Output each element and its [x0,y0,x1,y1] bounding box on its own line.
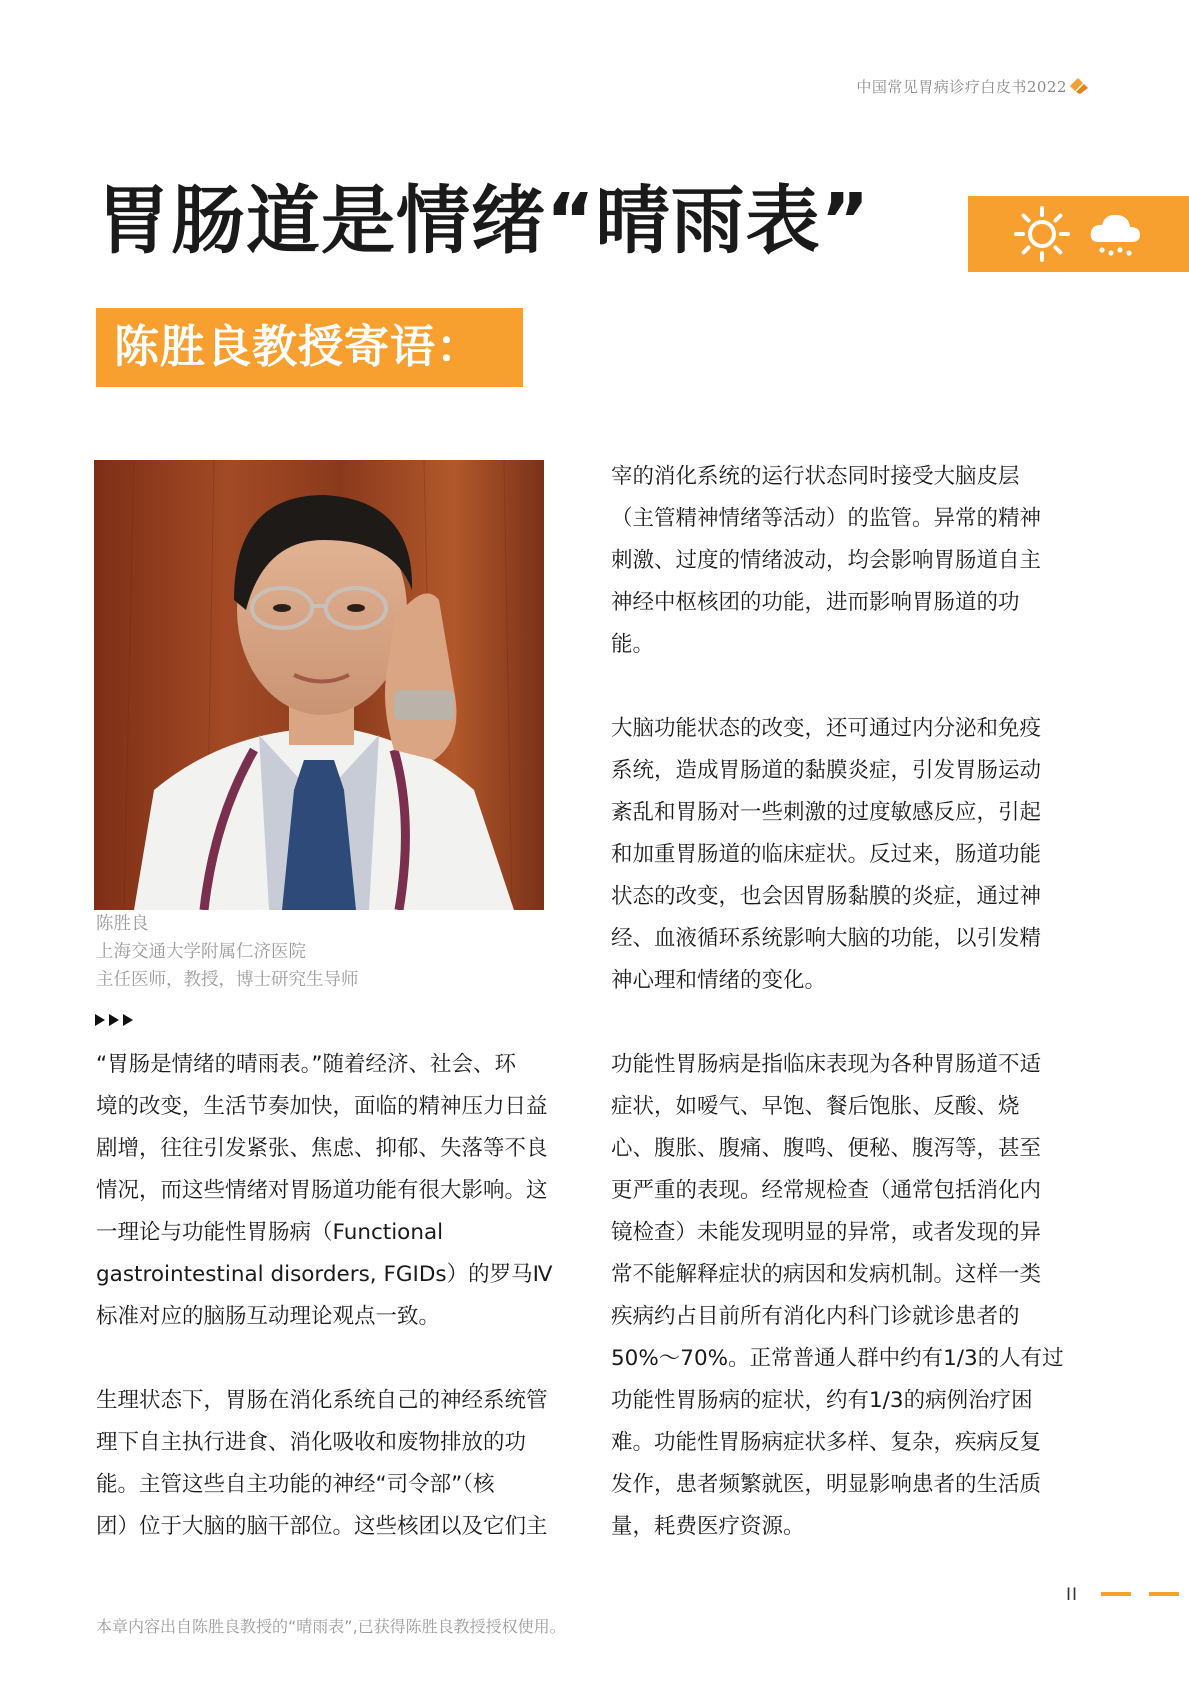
text-line: 紊乱和胃肠对一些刺激的过度敏感反应，引起 [611,800,1042,825]
caption-title: 主任医师，教授，博士研究生导师 [96,970,359,990]
text-line: 状态的改变，也会因胃肠黏膜的炎症，通过神 [611,884,1042,909]
text-line: 更严重的表现。经常规检查（通常包括消化内 [611,1178,1042,1203]
triple-arrow-icon [95,1013,135,1027]
text-line: gastrointestinal disorders, FGIDs）的罗马Ⅳ [96,1262,553,1287]
text-line: 心、腹胀、腹痛、腹鸣、便秘、腹泻等，甚至 [611,1136,1042,1161]
text-line: 难。功能性胃肠病症状多样、复杂，疾病反复 [611,1430,1042,1455]
caption-hospital: 上海交通大学附属仁济医院 [96,942,306,962]
page-number: II [1066,1585,1079,1605]
rain-cloud-icon [1085,204,1145,264]
paragraph [96,1380,571,1548]
portrait-photo [94,460,544,910]
text-line: 一理论与功能性胃肠病（Functional [96,1220,444,1245]
page-dash [1149,1592,1179,1596]
text-line: 境的改变，生活节奏加快，面临的精神压力日益 [96,1094,548,1119]
text-line: 刺激、过度的情绪波动，均会影响胃肠道自主 [611,548,1042,573]
text-line: 疾病约占目前所有消化内科门诊就诊患者的 [611,1304,1020,1329]
document-header-title: 中国常见胃病诊疗白皮书2022 [856,78,1067,96]
text-line: “胃肠是情绪的晴雨表。”随着经济、社会、环 [96,1052,517,1077]
text-line: 经、血液循环系统影响大脑的功能，以引发精 [611,926,1042,951]
right-column [611,456,1086,1548]
text-line: 系统，造成胃肠道的黏膜炎症，引发胃肠运动 [611,758,1042,783]
paragraph [96,1044,571,1338]
text-line: 50%～70%。正常普通人群中约有1/3的人有过 [611,1346,1064,1371]
text-line: 能。 [611,632,655,657]
text-line: 情况，而这些情绪对胃肠道功能有很大影响。这 [96,1178,548,1203]
text-line: 宰的消化系统的运行状态同时接受大脑皮层 [611,464,1020,489]
paragraph [611,456,1086,666]
text-line: 理下自主执行进食、消化吸收和废物排放的功 [96,1430,527,1455]
text-line: 功能性胃肠病的症状，约有1/3的病例治疗困 [611,1388,1033,1413]
left-column [96,1044,571,1548]
subtitle-band [96,308,523,387]
caption-name: 陈胜良 [96,914,149,934]
text-line: 镜检查）未能发现明显的异常，或者发现的异 [611,1220,1042,1245]
orange-chevron-icon [1070,78,1088,94]
text-line: 和加重胃肠道的临床症状。反过来，肠道功能 [611,842,1042,867]
text-line: 量，耗费医疗资源。 [611,1514,805,1539]
weather-icon-box [968,196,1189,272]
footnote: 本章内容出自陈胜良教授的“晴雨表”,已获得陈胜良教授授权使用。 [96,1617,566,1636]
text-line: 能。主管这些自主功能的神经“司令部”（核 [96,1472,495,1497]
text-line: 大脑功能状态的改变，还可通过内分泌和免疫 [611,716,1042,741]
text-line: 功能性胃肠病是指临床表现为各种胃肠道不适 [611,1052,1042,1077]
text-line: 生理状态下，胃肠在消化系统自己的神经系统管 [96,1388,548,1413]
text-line: 神心理和情绪的变化。 [611,968,827,993]
text-line: 标准对应的脑肠互动理论观点一致。 [96,1304,441,1329]
page-title: 胃肠道是情绪“晴雨表” [96,178,871,264]
sun-icon [1012,204,1072,264]
text-line: 症状，如嗳气、早饱、餐后饱胀、反酸、烧 [611,1094,1020,1119]
paragraph [611,1044,1086,1548]
text-line: 剧增，往往引发紧张、焦虑、抑郁、失落等不良 [96,1136,548,1161]
subtitle: 陈胜良教授寄语： [114,320,483,373]
text-line: 神经中枢核团的功能，进而影响胃肠道的功 [611,590,1020,615]
text-line: 发作，患者频繁就医，明显影响患者的生活质 [611,1472,1042,1497]
text-line: 常不能解释症状的病因和发病机制。这样一类 [611,1262,1042,1287]
text-line: （主管精神情绪等活动）的监管。异常的精神 [611,506,1042,531]
text-line: 团）位于大脑的脑干部位。这些核团以及它们主 [96,1514,548,1539]
page-dash [1101,1592,1131,1596]
paragraph [611,708,1086,1002]
